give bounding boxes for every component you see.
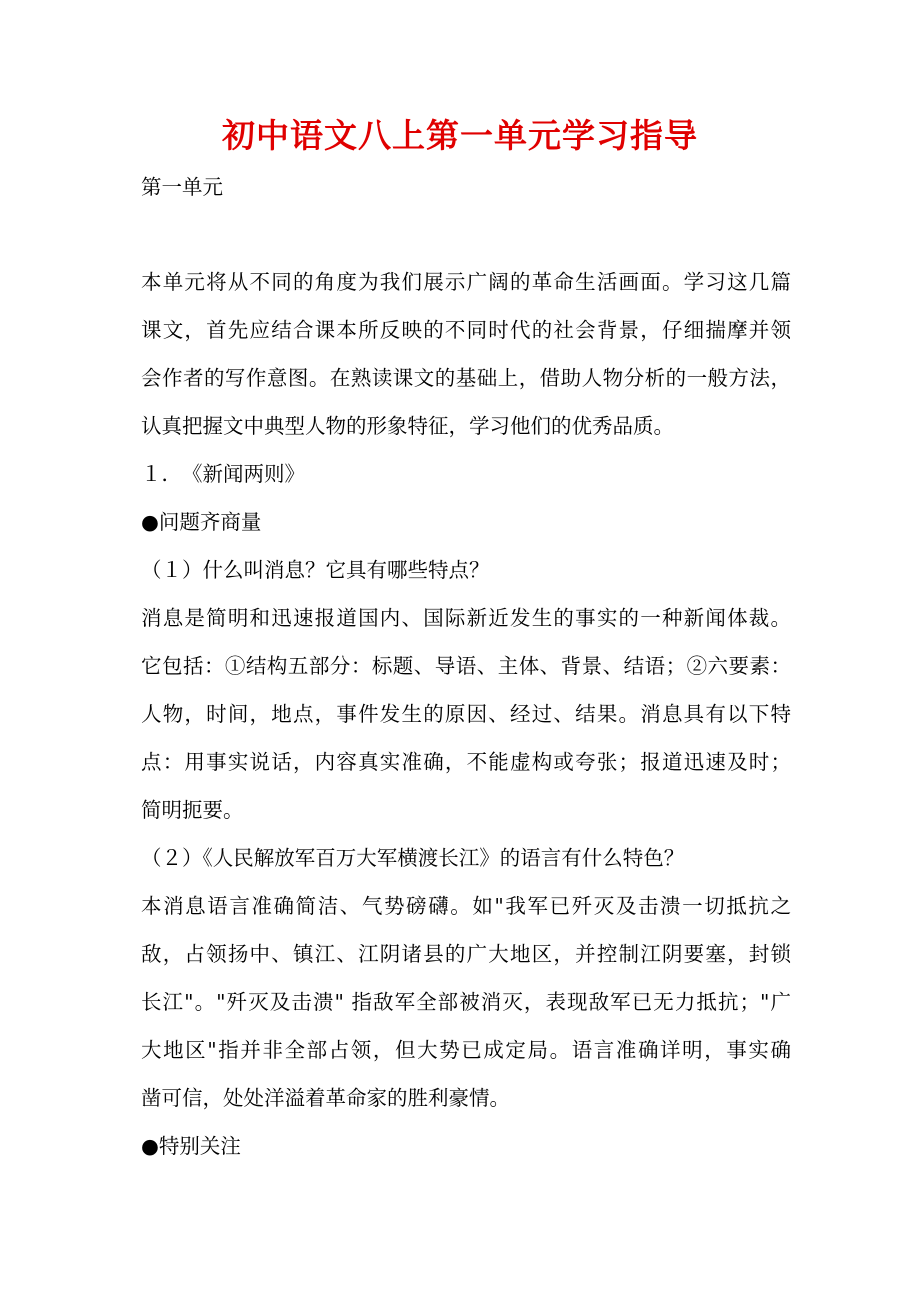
lesson-heading: １． 《新闻两则》 (141, 462, 305, 486)
question-2: （２）《人民解放军百万大军横渡长江》的语言有什么特色？ (141, 846, 685, 870)
intro-line-2: 课文，首先应结合课本所反映的不同时代的社会背景，仔细揣摩并领 (141, 318, 791, 342)
section-heading-discussion: ●问题齐商量 (141, 510, 262, 534)
answer-2-line-3: 长江"。"歼灭及击溃" 指敌军全部被消灭，表现敌军已无力抵抗；"广 (141, 990, 791, 1014)
intro-line-4: 认真把握文中典型人物的形象特征，学习他们的优秀品质。 (141, 414, 674, 438)
intro-line-1: 本单元将从不同的角度为我们展示广阔的革命生活画面。学习这几篇 (141, 270, 791, 294)
intro-line-3: 会作者的写作意图。在熟读课文的基础上，借助人物分析的一般方法， (141, 366, 791, 390)
document-title: 初中语文八上第一单元学习指导 (222, 116, 698, 155)
answer-1-line-2: 它包括：①结构五部分：标题、导语、主体、背景、结语；②六要素： (141, 654, 791, 678)
answer-1-line-1: 消息是简明和迅速报道国内、国际新近发生的事实的一种新闻体裁。 (141, 606, 791, 630)
question-1: （１）什么叫消息？它具有哪些特点？ (141, 558, 490, 582)
answer-2-line-5: 凿可信，处处洋溢着革命家的胜利豪情。 (141, 1086, 510, 1110)
answer-1-line-5: 简明扼要。 (141, 798, 244, 822)
unit-label: 第一单元 (141, 175, 223, 199)
answer-1-line-4: 点：用事实说话，内容真实准确，不能虚构或夸张；报道迅速及时； (141, 750, 791, 774)
section-heading-special-focus: ●特别关注 (141, 1134, 241, 1158)
answer-2-line-1: 本消息语言准确简洁、气势磅礴。如"我军已歼灭及击溃一切抵抗之 (141, 894, 791, 918)
answer-1-line-3: 人物，时间，地点，事件发生的原因、经过、结果。消息具有以下特 (141, 702, 791, 726)
answer-2-line-2: 敌，占领扬中、镇江、江阴诸县的广大地区，并控制江阴要塞，封锁 (141, 942, 791, 966)
answer-2-line-4: 大地区"指并非全部占领，但大势已成定局。语言准确详明，事实确 (141, 1038, 791, 1062)
